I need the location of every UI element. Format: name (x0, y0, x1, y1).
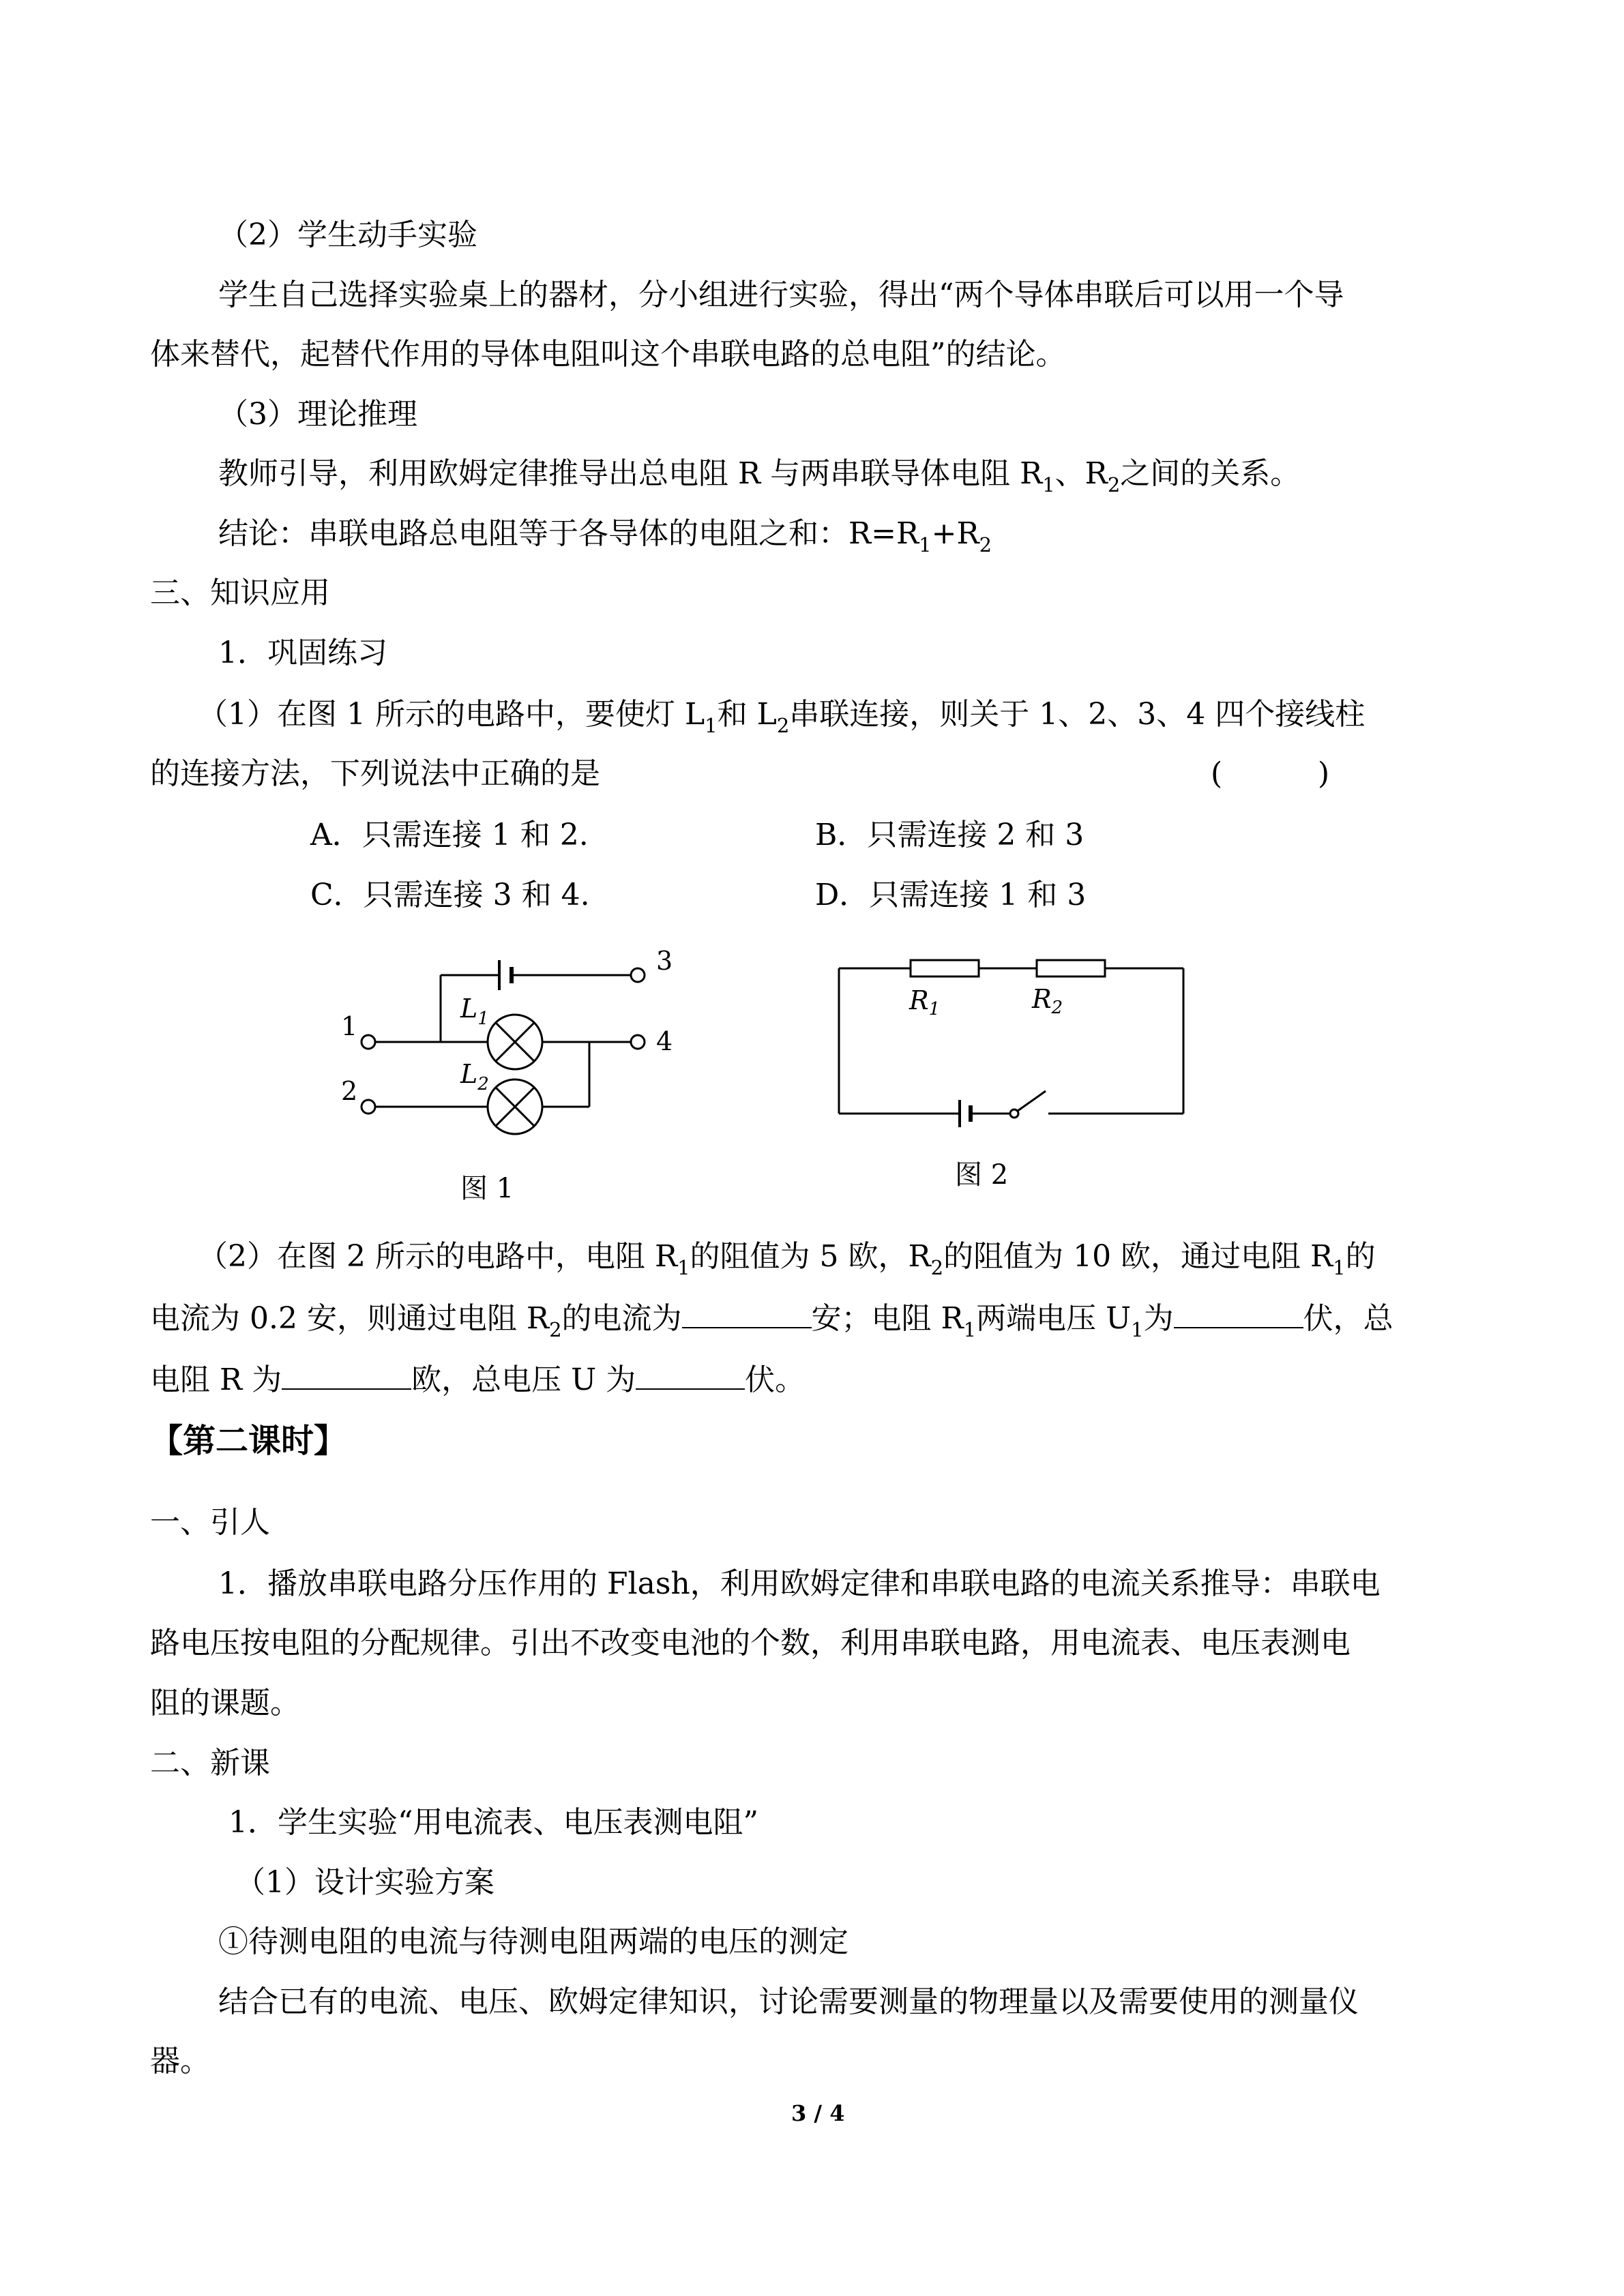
switch-blade (1018, 1091, 1046, 1111)
figure-2-caption: 图 2 (955, 1159, 1009, 1191)
subsection-heading: 1．巩固练习 (218, 636, 387, 670)
question-2-line: 电阻 R 为 欧，总电压 U 为 伏。 (150, 1357, 805, 1401)
heading-theory: （3）理论推理 (218, 397, 417, 432)
paragraph-line: ①待测电阻的电流与待测电阻两端的电压的测定 (218, 1924, 848, 1959)
terminal-label-4: 4 (656, 1026, 673, 1056)
section-heading: 二、新课 (150, 1746, 270, 1780)
section-heading: 一、引人 (150, 1505, 270, 1540)
option-c: C．只需连接 3 和 4. (310, 878, 590, 912)
option-d: D．只需连接 1 和 3 (815, 878, 1087, 912)
terminal-1 (361, 1035, 375, 1049)
question-2-line: 电流为 0.2 安，则通过电阻 $R_2$的电流为 安；电阻 $R_1$两端电压 $U_1$为 伏，总 (150, 1296, 1393, 1342)
resistor-r1 (911, 960, 979, 976)
answer-bracket: ( ) (1211, 756, 1330, 791)
paragraph-line: 阻的课题。 (150, 1686, 300, 1720)
heading-student-experiment: （2）学生动手实验 (218, 218, 477, 252)
option-b: B．只需连接 2 和 3 (815, 818, 1084, 852)
answer-blank[interactable] (1174, 1296, 1303, 1328)
answer-blank[interactable] (282, 1357, 411, 1390)
terminal-2 (361, 1100, 375, 1114)
figure-1-caption: 图 1 (460, 1173, 514, 1204)
question-1-line: 的连接方法，下列说法中正确的是 (150, 756, 600, 791)
subsection-heading: （1）设计实验方案 (235, 1865, 494, 1900)
paragraph-line: 学生自己选择实验桌上的器材，分小组进行实验，得出“两个导体串联后可以用一个导 (218, 278, 1344, 312)
terminal-label-3: 3 (656, 946, 673, 976)
section-heading: 三、知识应用 (150, 576, 330, 610)
paragraph-line: 1．播放串联电路分压作用的 Flash，利用欧姆定律和串联电路的电流关系推导：串联电 (218, 1566, 1381, 1601)
lesson-2-heading: 【第二课时】 (150, 1422, 347, 1460)
paragraph-line: 路电压按电阻的分配规律。引出不改变电池的个数，利用串联电路，用电流表、电压表测电 (150, 1626, 1350, 1660)
paragraph-line: 教师引导，利用欧姆定律推导出总电阻 R 与两串联导体电阻 $R_1$、$R_2$之间的关系。 (218, 456, 1301, 496)
lamp-label-l1: $L_1$ (460, 994, 489, 1029)
paragraph-line: 结合已有的电流、电压、欧姆定律知识，讨论需要测量的物理量以及需要使用的测量仪 (218, 1984, 1359, 2019)
answer-blank[interactable] (682, 1296, 812, 1328)
switch-pivot (1010, 1109, 1018, 1118)
conclusion-line: 结论：串联电路总电阻等于各导体的电阻之和：$R=R_1+R_2$ (218, 516, 992, 556)
terminal-label-2: 2 (341, 1076, 358, 1106)
figure-1-circuit (327, 941, 696, 1146)
question-2-line: （2）在图 2 所示的电路中，电阻 $R_1$的阻值为 5 欧，$R_2$的阻值为 10 欧，通过电阻 $R_1$的 (198, 1239, 1376, 1279)
resistor-label-r1: $R_1$ (909, 985, 941, 1019)
answer-blank[interactable] (636, 1357, 745, 1390)
question-1-line: （1）在图 1 所示的电路中，要使灯 $L_1$和 $L_2$串联连接，则关于 1、2、3、4 四个接线柱 (198, 697, 1365, 737)
figure-2-circuit (836, 955, 1194, 1132)
option-a: A．只需连接 1 和 2. (310, 818, 589, 852)
page-number: 3 / 4 (791, 2100, 845, 2126)
lamp-label-l2: $L_2$ (460, 1059, 489, 1094)
terminal-label-1: 1 (341, 1011, 358, 1041)
terminal-3 (631, 968, 645, 982)
paragraph-line: 体来替代，起替代作用的导体电阻叫这个串联电路的总电阻”的结论。 (150, 337, 1066, 372)
paragraph-line: 器。 (150, 2044, 210, 2078)
terminal-4 (631, 1035, 645, 1049)
subsection-heading: 1．学生实验“用电流表、电压表测电阻” (228, 1805, 758, 1840)
resistor-label-r2: $R_2$ (1032, 984, 1063, 1018)
resistor-r2 (1037, 960, 1105, 976)
